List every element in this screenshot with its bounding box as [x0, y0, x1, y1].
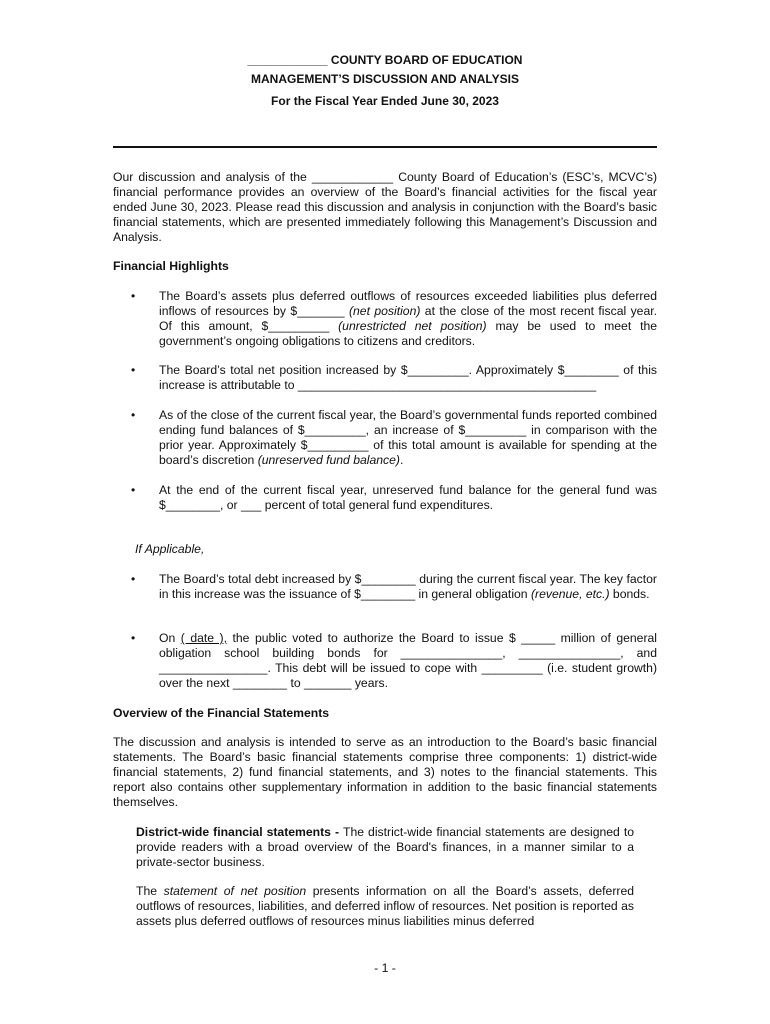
if-applicable-note: If Applicable, — [135, 542, 205, 556]
bullet-icon: • — [131, 363, 136, 377]
bullet-icon: • — [131, 408, 136, 422]
intro-paragraph: Our discussion and analysis of the ____________ County Board of Education’s (ESC’s, MCVC’s) financial performance provides an overview of the Board’s financial activities for the fiscal year ended June 30, 2023. Please read this discussion and analysis in conjunction with the Board’s basic financial statements, which are presented immediately following this Management’s Discussion and Analysis. — [113, 170, 657, 244]
page-number: - 1 - — [374, 961, 396, 975]
header-board-title: ____________ COUNTY BOARD OF EDUCATION — [247, 53, 523, 67]
header-report-title: MANAGEMENT’S DISCUSSION AND ANALYSIS — [250, 72, 520, 86]
header-fiscal-year: For the Fiscal Year Ended June 30, 2023 — [271, 94, 499, 108]
overview-paragraph: The discussion and analysis is intended to serve as an introduction to the Board’s basic financial statements. The Board’s basic financial statements comprise three components: 1) district-wide financial statements, 2) fund financial statements, and 3) notes to the financial statements. This report also contains other supplementary information in addition to the basic financial statements themselves. — [113, 735, 657, 809]
district-wide-statements-paragraph: District-wide financial statements - The district-wide financial statements are designed to provide readers with a broad overview of the Board's finances, in a manner similar to a private-sector business. — [136, 825, 634, 869]
statement-of-net-position-paragraph: The statement of net position presents information on all the Board’s assets, deferred outflows of resources, liabilities, and deferred inflow of resources. Net position is reported as assets plus deferred outflows of resources minus liabilities minus deferred — [136, 884, 635, 928]
highlight-net-position-increase: The Board’s total net position increased by $_________. Approximately $________ of this increase is attributable to ____________________________________________ — [159, 363, 657, 392]
overview-heading: Overview of the Financial Statements — [113, 706, 330, 720]
highlight-total-debt: The Board’s total debt increased by $________ during the current fiscal year. The key factor in this increase was the issuance of $________ in general obligation (revenue, etc.) bonds. — [159, 572, 657, 601]
bullet-icon: • — [131, 631, 136, 645]
bullet-icon: • — [131, 572, 136, 586]
highlight-bond-authorization: On ( date ), the public voted to authorize the Board to issue $ _____ million of general obligation school building bonds for _______________, _______________, and ________________. This debt will be issued to cope with _________ (i.e. student growth) over the next ________ to _______ years. — [159, 631, 657, 690]
highlight-net-position: The Board’s assets plus deferred outflows of resources exceeded liabilities plus deferred inflows of resources by $_______ (net position) at the close of the most recent fiscal year. Of this amount, $_________ (unrestricted net position) may be used to meet the government’s ongoing obligations to citizens and creditors. — [159, 289, 658, 348]
financial-highlights-heading: Financial Highlights — [113, 259, 229, 273]
bullet-icon: • — [131, 483, 136, 497]
highlight-general-fund: At the end of the current fiscal year, unreserved fund balance for the general fund was $________, or ___ percent of total general fund expenditures. — [159, 483, 657, 512]
highlight-fund-balances: As of the close of the current fiscal year, the Board’s governmental funds reported combined ending fund balances of $_________, an increase of $_________ in comparison with the prior year. Approximately $_________ of this total amount is available for spending at the board’s discretion (unreserved fund balance). — [159, 408, 657, 467]
header-divider — [113, 146, 657, 148]
bullet-icon: • — [131, 289, 136, 303]
